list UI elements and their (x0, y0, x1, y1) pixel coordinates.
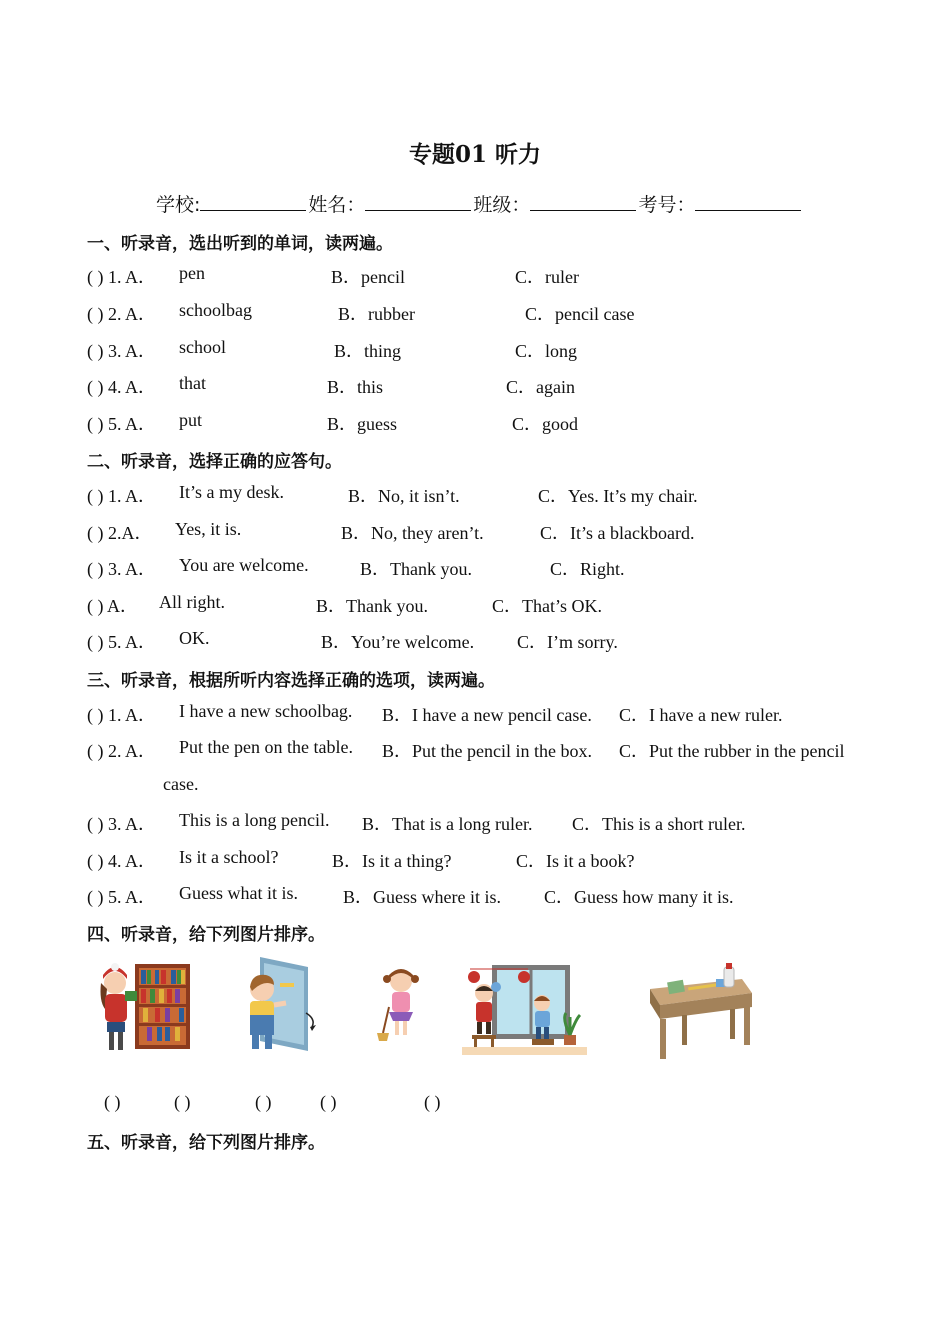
option-b: B．guess (327, 414, 398, 434)
question-prefix: ( ) 2. A． (87, 741, 156, 761)
option-b: B．No, they aren’t. (341, 523, 484, 543)
question-prefix: ( ) 1. A． (87, 486, 156, 506)
option-b: B．No, it isn’t. (348, 486, 460, 506)
option-c: C．Put the rubber in the pencil (619, 741, 845, 761)
picture-row (0, 955, 950, 1065)
name-field[interactable] (365, 196, 471, 211)
page-title: 专题01 听力 (408, 141, 541, 168)
option-c: C．I have a new ruler. (619, 705, 783, 725)
option-a: OK. (179, 628, 210, 648)
option-b: B．thing (334, 341, 402, 361)
question-prefix: ( ) 2. A． (87, 304, 156, 324)
question-prefix: ( ) 3. A． (87, 559, 156, 579)
option-a: Guess what it is. (179, 883, 298, 903)
option-b: B．That is a long ruler. (362, 814, 533, 834)
option-b: B．I have a new pencil case. (382, 705, 592, 725)
option-b: B．Guess where it is. (343, 887, 501, 907)
answer-bracket-5[interactable]: ( ) (424, 1092, 441, 1112)
question-prefix: ( ) 1. A． (87, 705, 156, 725)
option-c: C．Is it a book? (516, 851, 635, 871)
option-c: C．That’s OK. (492, 596, 602, 616)
question-prefix: ( ) 2.A． (87, 523, 153, 543)
answer-bracket-3[interactable]: ( ) (255, 1092, 272, 1112)
section-heading: 一、听录音，选出听到的单词，读两遍。 (87, 234, 393, 254)
option-c-continuation: case. (163, 774, 199, 794)
option-b: B．rubber (338, 304, 415, 324)
section-heading: 五、听录音，给下列图片排序。 (87, 1133, 325, 1153)
option-b: B．Thank you. (360, 559, 472, 579)
option-c: C．This is a short ruler. (572, 814, 746, 834)
option-c: C．I’m sorry. (517, 632, 618, 652)
question-prefix: ( ) 4. A． (87, 377, 156, 397)
option-a: Is it a school? (179, 847, 279, 867)
question-prefix: ( ) A． (87, 596, 138, 616)
question-prefix: ( ) 4. A． (87, 851, 156, 871)
option-c: C．It’s a blackboard. (540, 523, 695, 543)
student-info-row (156, 190, 803, 217)
answer-bracket-4[interactable]: ( ) (320, 1092, 337, 1112)
option-a: put (179, 410, 203, 430)
girl-bookshelf-picture (95, 961, 195, 1056)
section-heading: 二、听录音，选择正确的应答句。 (87, 452, 342, 472)
desk-items-picture (646, 963, 756, 1063)
question-prefix: ( ) 3. A． (87, 814, 156, 834)
option-a: school (179, 337, 226, 357)
answer-bracket-2[interactable]: ( ) (174, 1092, 191, 1112)
option-a: All right. (159, 592, 225, 612)
option-b: B．this (327, 377, 384, 397)
kids-cleaning-window-picture (462, 963, 587, 1055)
class-label: 班级： (473, 194, 531, 216)
option-c: C．pencil case (525, 304, 635, 324)
answer-bracket-1[interactable]: ( ) (104, 1092, 121, 1112)
option-a: Yes, it is. (175, 519, 242, 539)
option-c: C．Guess how many it is. (544, 887, 734, 907)
question-prefix: ( ) 1. A． (87, 267, 156, 287)
option-b: B．Is it a thing? (332, 851, 452, 871)
option-a: This is a long pencil. (179, 810, 330, 830)
option-a: You are welcome. (179, 555, 309, 575)
option-b: B．pencil (331, 267, 405, 287)
boy-door-picture (240, 955, 322, 1053)
school-label: 学校: (156, 194, 201, 216)
option-c: C．again (506, 377, 575, 397)
option-b: B．You’re welcome. (321, 632, 475, 652)
option-a: Put the pen on the table. (179, 737, 353, 757)
option-a: pen (179, 263, 205, 283)
exam-no-label: 考号： (638, 194, 696, 216)
option-c: C．ruler (515, 267, 579, 287)
section-heading: 四、听录音，给下列图片排序。 (87, 925, 325, 945)
option-a: that (179, 373, 206, 393)
question-prefix: ( ) 5. A． (87, 414, 156, 434)
question-prefix: ( ) 5. A． (87, 887, 156, 907)
class-field[interactable] (530, 196, 636, 211)
exam-no-field[interactable] (695, 196, 801, 211)
girl-sweeping-picture (375, 967, 425, 1047)
question-prefix: ( ) 5. A． (87, 632, 156, 652)
option-c: C．Yes. It’s my chair. (538, 486, 698, 506)
question-prefix: ( ) 3. A． (87, 341, 156, 361)
option-b: B．Put the pencil in the box. (382, 741, 592, 761)
option-a: schoolbag (179, 300, 252, 320)
name-label: 姓名： (308, 194, 366, 216)
option-c: C．long (515, 341, 578, 361)
option-a: I have a new schoolbag. (179, 701, 353, 721)
option-c: C．good (512, 414, 579, 434)
section-heading: 三、听录音，根据所听内容选择正确的选项，读两遍。 (87, 671, 495, 691)
option-c: C．Right. (550, 559, 625, 579)
option-a: It’s a my desk. (179, 482, 284, 502)
option-b: B．Thank you. (316, 596, 428, 616)
school-field[interactable] (200, 196, 306, 211)
